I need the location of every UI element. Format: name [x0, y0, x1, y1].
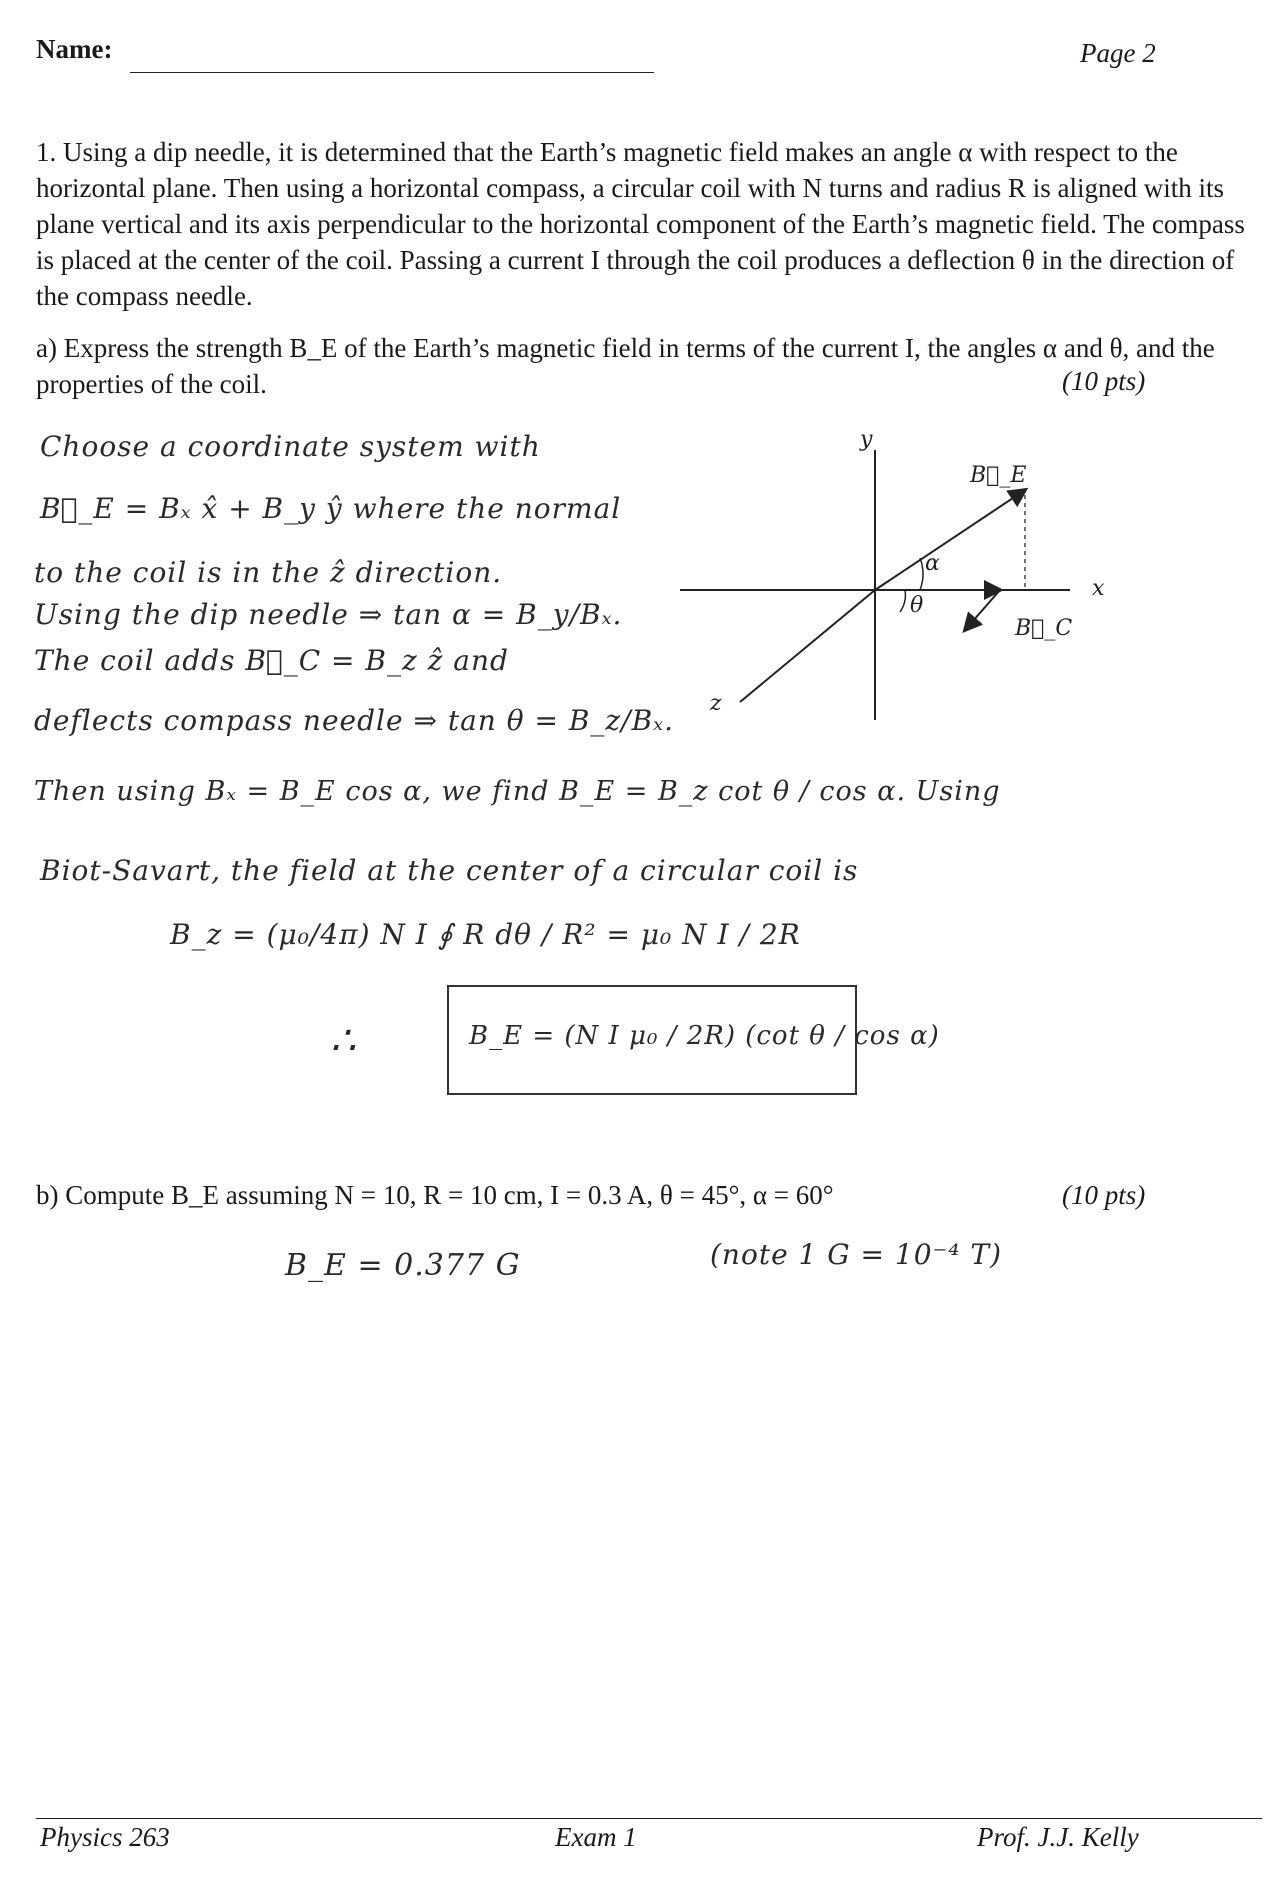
- hand-line-7: Then using Bₓ = B_E cos α, we find B_E = B_z cot θ / cos α. Using: [34, 776, 1001, 807]
- hand-line-4: Using the dip needle ⇒ tan α = B_y/Bₓ.: [34, 598, 623, 631]
- alpha-label: α: [925, 551, 940, 576]
- alpha-arc: [920, 558, 923, 590]
- coordinate-diagram: [680, 420, 1140, 740]
- bc-vector-arrow: [965, 590, 1000, 630]
- hand-line-8: Biot-Savart, the field at the center of a circular coil is: [40, 854, 859, 887]
- x-axis-label: x: [1092, 576, 1105, 601]
- y-axis-label: y: [860, 427, 873, 452]
- hand-line-2: B⃗_E = Bₓ x̂ + B_y ŷ where the normal: [40, 492, 622, 525]
- part-b-points: (10 pts): [1062, 1180, 1146, 1210]
- footer-exam: Exam 1: [555, 1822, 637, 1852]
- hand-line-9: B_z = (μ₀/4π) N I ∮ R dθ / R² = μ₀ N I / 2R: [170, 918, 801, 951]
- hand-line-6: deflects compass needle ⇒ tan θ = B_z/Bₓ.: [34, 704, 674, 737]
- part-b-answer: B_E = 0.377 G: [285, 1248, 521, 1283]
- boxed-formula: B_E = (N I μ₀ / 2R) (cot θ / cos α): [469, 1021, 940, 1051]
- hand-line-5: The coil adds B⃗_C = B_z ẑ and: [34, 644, 509, 677]
- page-number: Page 2: [1080, 38, 1156, 68]
- part-a-text: a) Express the strength B_E of the Earth’s magnetic field in terms of the current I, the angles α and θ, and the properties of the coil.: [36, 333, 1215, 399]
- part-a-points: (10 pts): [1062, 366, 1146, 396]
- part-b-text: b) Compute B_E assuming N = 10, R = 10 cm, I = 0.3 A, θ = 45°, α = 60°: [36, 1180, 834, 1210]
- theta-label: θ: [910, 593, 924, 618]
- boxed-answer: [447, 985, 940, 1095]
- hand-line-3: to the coil is in the ẑ direction.: [34, 556, 503, 589]
- hand-line-1: Choose a coordinate system with: [40, 430, 541, 463]
- name-label: Name:: [36, 34, 113, 64]
- footer-course: Physics 263: [40, 1822, 170, 1852]
- z-axis-line: [740, 590, 875, 702]
- name-underline: [130, 72, 654, 73]
- part-b-note: (note 1 G = 10⁻⁴ T): [710, 1238, 1003, 1271]
- be-vector-label: B⃗_E: [970, 463, 1027, 488]
- therefore-symbol: ∴: [330, 1018, 357, 1064]
- footer-professor: Prof. J.J. Kelly: [977, 1822, 1139, 1852]
- bc-vector-label: B⃗_C: [1015, 616, 1073, 641]
- question-1-text: 1. Using a dip needle, it is determined that the Earth’s magnetic field makes an angle α with respect to the horizontal plane. Then using a horizontal compass, a circular coil with N turns and radius R is aligned with its plane vertical and its axis perpendicular to the horizontal component of the Earth’s magnetic field. The compass is placed at the center of the coil. Passing a current I through the coil produces a deflection θ in the direction of the compass needle.: [36, 137, 1245, 311]
- footer-rule: [36, 1818, 1262, 1819]
- be-vector-arrow: [875, 490, 1025, 590]
- z-axis-label: z: [710, 691, 722, 716]
- theta-arc: [900, 590, 905, 612]
